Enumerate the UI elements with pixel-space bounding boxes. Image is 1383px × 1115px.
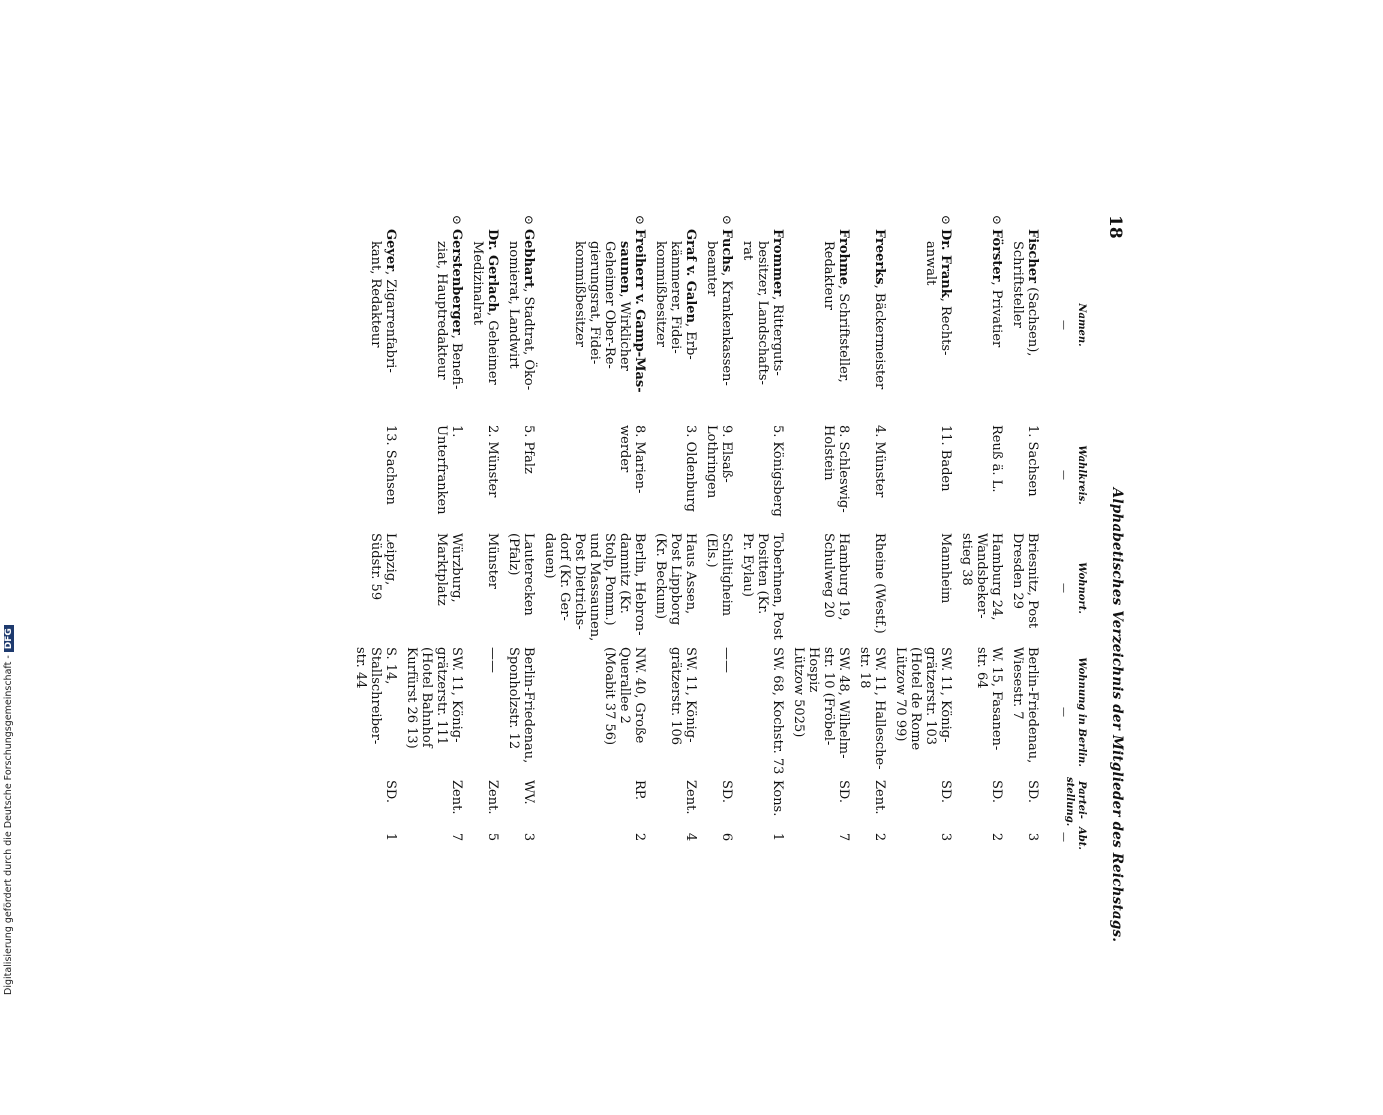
table-row (500, 215, 536, 1095)
member-abt: 7 (836, 832, 851, 842)
rotated-page-content (245, 215, 1125, 943)
member-wahlkreis: Reuß ä. L. (989, 425, 1004, 493)
member-partei: WV. (521, 780, 536, 805)
member-name: Frohme (836, 229, 851, 285)
member-partei: Zent. (485, 780, 500, 815)
member-occupation: , Bäckermeister (872, 284, 887, 390)
member-wohnort: Hamburg 24, Wandsbeker- stieg 38 (959, 533, 1004, 621)
table-row (464, 215, 500, 1095)
member-berlin: SW. 11, König- grätzerstr. 103 (Hotel de Rome Lützow 70 99) (893, 647, 953, 751)
member-abt: 1 (383, 832, 398, 842)
member-name-cell (872, 229, 887, 431)
member-wohnort: Toberhnen, Post Positten (Kr. Pr. Eylau) (740, 533, 785, 640)
member-wohnort: Briesnitz, Post Dresden 29 (1010, 533, 1040, 629)
member-wohnort: Lauterecken (Pfalz) (506, 533, 536, 616)
table-header (1047, 215, 1087, 1095)
member-name-cell (1010, 229, 1040, 431)
member-abt: 2 (632, 832, 647, 842)
member-name-cell (704, 229, 734, 431)
member-name: Förster (989, 229, 1004, 282)
member-occupation: , Krankenkassen- beamter (704, 241, 734, 386)
member-name-cell (740, 229, 785, 431)
member-wohnort: Würzburg, Marktplatz (434, 533, 464, 606)
member-berlin: —— (485, 647, 500, 673)
member-wohnort: Hamburg 19, Schulweg 20 (821, 533, 851, 621)
table-row (851, 215, 887, 1095)
member-mark: ⊙ (450, 215, 464, 226)
member-occupation: , Wirklicher Geheimer Ober-Re- gierungsrat, Fidei- kommißbesitzer (572, 241, 632, 371)
member-berlin: SW. 68, Kochstr. 73 (770, 647, 785, 775)
header-abt: Abt. — (1058, 827, 1087, 850)
member-occupation: , Erb- kämmerer, Fidei- kommißbesitzer (653, 241, 698, 360)
member-wohnort: Rheine (Westf.) (872, 533, 887, 634)
header-berlin: Wohnung in Berlin. — (1058, 657, 1087, 767)
member-wahlkreis: 11. Baden (938, 425, 953, 492)
member-partei: Zent. (872, 780, 887, 815)
member-wahlkreis: 1. Unterfranken (434, 425, 464, 515)
member-name: Freiherr v. Gamp-Mas- saunen (617, 229, 647, 393)
member-partei: SD. (719, 780, 734, 803)
member-wahlkreis: 9. Elsaß- Lothringen (704, 425, 734, 499)
table-row (647, 215, 698, 1095)
member-partei: Zent. (683, 780, 698, 815)
header-name: Namen. — (1058, 303, 1087, 347)
member-occupation: , Stadtrat, Öko- nomierat, Landwirt (506, 241, 536, 391)
member-berlin: Berlin-Friedenau, Wiesestr. 7 (1010, 647, 1040, 764)
member-partei: Zent. (449, 780, 464, 815)
member-name: Freerks (872, 229, 887, 285)
member-partei: Kons. (770, 780, 785, 817)
member-abt: 1 (770, 832, 785, 842)
member-partei: SD. (989, 780, 1004, 803)
member-name: Dr. Gerlach (485, 229, 500, 312)
table-row (398, 215, 464, 1095)
member-name: Frommer (770, 229, 785, 297)
member-abt: 7 (449, 832, 464, 842)
header-wohnort: Wohnort. — (1058, 562, 1087, 614)
member-name: Dr. Frank (938, 229, 953, 298)
table-row (353, 215, 398, 1095)
member-wohnort: Berlin, Hebron- damnitz (Kr. Stolp, Pomm.) und Massaunen, Post Dietrichs- dorf (Kr. Ger- dauen) (542, 533, 647, 642)
member-berlin: SW. 48, Wilhelm- str. 10 (Fröbel- Hospiz Lützow 5025) (791, 647, 851, 759)
member-abt: 6 (719, 832, 734, 842)
member-name-cell (989, 229, 1004, 431)
member-abt: 3 (521, 832, 536, 842)
member-wohnort: Leipzig, Südstr. 59 (368, 533, 398, 601)
header-partei: Partei- stellung. (1064, 777, 1087, 827)
member-berlin: Berlin-Friedenau, Sponholzstr. 12 (506, 647, 536, 764)
table-row (1004, 215, 1040, 1095)
member-occupation: , Geheimer Medizinalrat (470, 241, 500, 385)
table-row (953, 215, 1004, 1095)
table-row (734, 215, 785, 1095)
member-name: Gerstenberger (449, 229, 464, 335)
member-abt: 5 (485, 832, 500, 842)
member-berlin: W. 15, Fasanen- str. 64 (974, 647, 1004, 751)
member-mark: ⊙ (720, 215, 734, 226)
member-occupation: , Benefi- ziat, Hauptredakteur (434, 241, 464, 390)
member-mark: ⊙ (939, 215, 953, 226)
member-wohnort: Haus Assen, Post Lippborg (Kr. Beckum) (653, 533, 698, 626)
member-berlin: —— (719, 647, 734, 673)
page-number: 18 (1105, 215, 1125, 239)
member-wahlkreis: 8. Schleswig- Holstein (821, 425, 851, 513)
member-name-cell (821, 229, 851, 431)
member-abt: 3 (1025, 832, 1040, 842)
member-occupation: , Ritterguts- besitzer, Landschafts- rat (740, 241, 785, 385)
header-wahlkreis: Wahlkreis. — (1058, 445, 1087, 505)
dfg-logo: DFG (4, 625, 14, 652)
member-name: Fischer (1025, 229, 1040, 283)
member-partei: SD. (383, 780, 398, 803)
funding-note: Digitalisierung gefördert durch die Deutsche Forschungsgemeinschaft -DFG (3, 625, 14, 995)
member-occupation: , Privatier (989, 281, 1004, 348)
member-abt: 2 (872, 832, 887, 842)
member-berlin: NW. 40, Große Querallee 2 (Moabit 37 56) (602, 647, 647, 746)
member-wahlkreis: 5. Königsberg (770, 425, 785, 517)
member-name-cell (923, 229, 953, 431)
member-wahlkreis: 2. Münster (485, 425, 500, 498)
member-name-cell (653, 229, 698, 431)
member-abt: 3 (938, 832, 953, 842)
member-occupation: , Schriftsteller, Redakteur (821, 241, 851, 383)
member-berlin: SW. 11, König- grätzerstr. 106 (668, 647, 698, 746)
member-mark: ⊙ (990, 215, 1004, 226)
member-wahlkreis: 5. Pfalz (521, 425, 536, 474)
member-occupation: , Zigarrenfabri- kant, Redakteur (368, 241, 398, 373)
member-occupation: , Rechts- anwalt (923, 241, 953, 356)
member-wahlkreis: 3. Oldenburg (683, 425, 698, 512)
member-abt: 2 (989, 832, 1004, 842)
member-partei: SD. (1025, 780, 1040, 803)
member-berlin: SW. 11, König- grätzerstr. 111 (Hotel Bahnhof Kurfürst 26 13) (404, 647, 464, 749)
member-wahlkreis: 1. Sachsen (1025, 425, 1040, 497)
member-wahlkreis: 4. Münster (872, 425, 887, 498)
member-name: Geyer (383, 229, 398, 272)
member-name-cell (506, 229, 536, 431)
member-wohnort: Schiltigheim (Els.) (704, 533, 734, 617)
member-table (353, 215, 1040, 1095)
member-wahlkreis: 13. Sachsen (383, 425, 398, 505)
member-wohnort: Mannheim (938, 533, 953, 604)
member-name-cell (572, 229, 647, 431)
member-mark: ⊙ (522, 215, 536, 226)
table-row (536, 215, 647, 1095)
member-wohnort: Münster (485, 533, 500, 589)
member-wahlkreis: 8. Marien- werder (617, 425, 647, 494)
table-row (785, 215, 851, 1095)
member-name: Gebhart (521, 229, 536, 289)
member-abt: 4 (683, 832, 698, 842)
table-row (698, 215, 734, 1095)
member-partei: RP. (632, 780, 647, 801)
member-berlin: S. 14, Stallschreiber- str. 44 (353, 647, 398, 745)
member-mark: ⊙ (633, 215, 647, 226)
member-name: Graf v. Galen (683, 229, 698, 323)
table-row (887, 215, 953, 1095)
page-title: Alphabetisches Verzeichnis der Mitglieder des Reichstags. (1109, 487, 1125, 943)
member-partei: SD. (938, 780, 953, 803)
member-name-cell (434, 229, 464, 431)
member-occupation: (Sachsen), Schriftsteller (1010, 241, 1040, 357)
member-partei: SD. (836, 780, 851, 803)
member-name: Fuchs (719, 229, 734, 273)
member-name-cell (368, 229, 398, 431)
member-name-cell (470, 229, 500, 431)
member-berlin: SW. 11, Hallesche- str. 18 (857, 647, 887, 770)
